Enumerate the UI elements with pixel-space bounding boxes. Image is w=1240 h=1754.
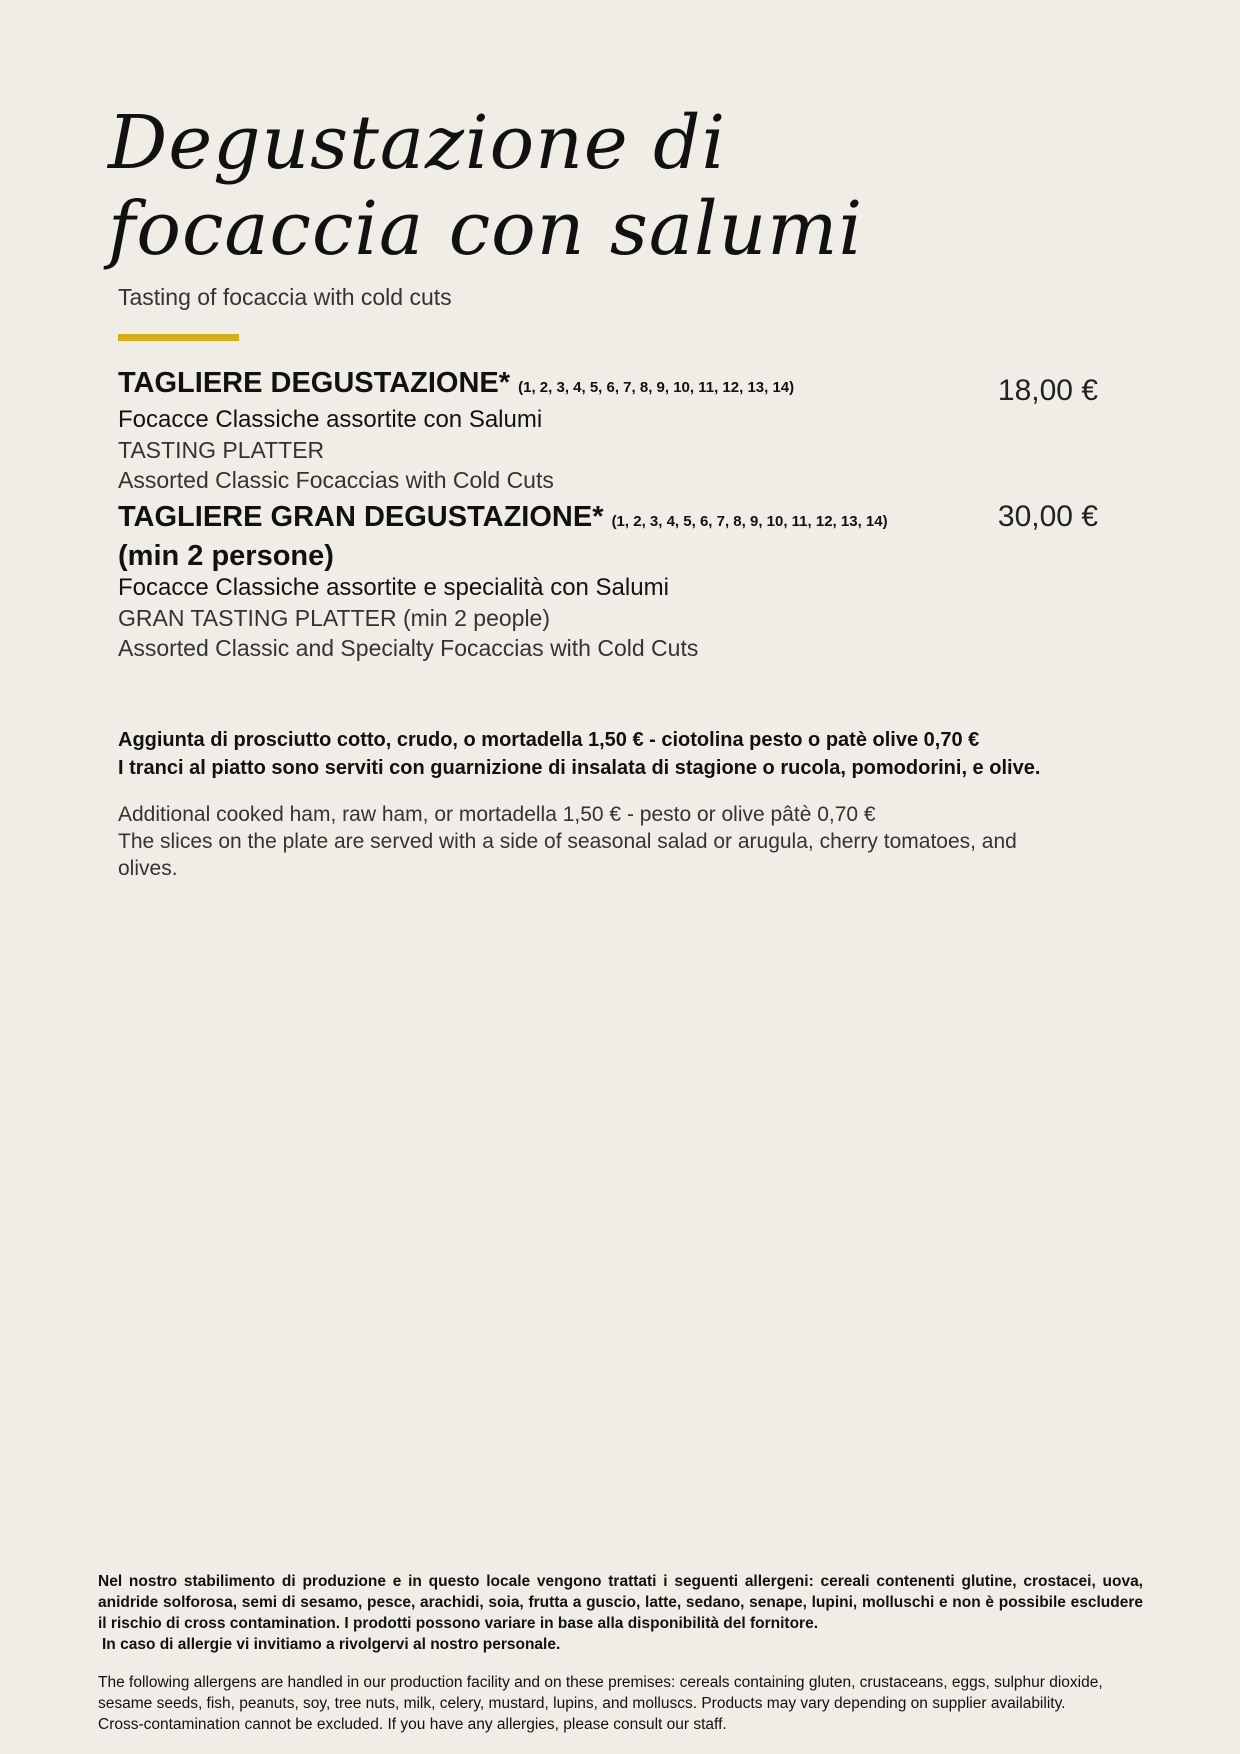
extras-line: Aggiunta di prosciutto cotto, crudo, o mortadella 1,50 € - ciotolina pesto o patè olive 0,70 € <box>118 729 980 751</box>
item-price: 18,00 € <box>997 374 1098 407</box>
title-line-2: focaccia con salumi <box>108 186 864 272</box>
extras-line: Additional cooked ham, raw ham, or mortadella 1,50 € - pesto or olive pâtè 0,70 € <box>118 803 876 826</box>
item-desc-en: Assorted Classic Focaccias with Cold Cuts <box>118 467 554 493</box>
garnish-line: The slices on the plate are served with a side of seasonal salad or arugula, cherry tomatoes, and olives. <box>118 830 1017 880</box>
title-line-1: Degustazione di <box>108 100 727 186</box>
item-name-it: Focacce Classiche assortite con Salumi <box>118 406 543 433</box>
item-name-en: GRAN TASTING PLATTER (min 2 people) <box>118 605 551 631</box>
page-subtitle: Tasting of focaccia with cold cuts <box>118 284 452 310</box>
disclaimer-text: Nel nostro stabilimento di produzione e in questo locale vengono trattati i seguenti allergeni: cereali contenenti glutine, crostacei, uova, anidride solforosa, semi di sesamo, pesce, arachidi, soia, frutta a guscio, latte, sedano, senape, lupini, molluschi e non è possibile escludere il rischio di cross contamination. I prodotti possono variare in base alla disponibilità del fornitore. <box>98 1573 1143 1632</box>
item-price: 30,00 € <box>997 500 1098 533</box>
item-allergens: (1, 2, 3, 4, 5, 6, 7, 8, 9, 10, 11, 12, 13, 14) <box>518 379 795 396</box>
allergen-disclaimer-en <box>98 1672 1143 1735</box>
allergen-disclaimer-it <box>98 1571 1143 1655</box>
item-title: TAGLIERE GRAN DEGUSTAZIONE* <box>118 501 604 533</box>
item-title-cont: (min 2 persone) <box>118 540 334 572</box>
garnish-line: I tranci al piatto sono serviti con guarnizione di insalata di stagione o rucola, pomodorini, e olive. <box>118 757 1041 779</box>
extras-note-en <box>118 801 1048 882</box>
item-title: TAGLIERE DEGUSTAZIONE* <box>118 367 511 399</box>
item-title-row <box>118 500 1118 539</box>
disclaimer-contact: Cross-contamination cannot be excluded. If you have any allergies, please consult our staff. <box>98 1716 727 1733</box>
menu-item <box>118 500 1118 663</box>
disclaimer-text: The following allergens are handled in our production facility and on these premises: cereals containing gluten, crustaceans, eggs, sulphur dioxide, sesame seeds, fish, peanuts, soy, tree nuts, milk, celery, mustard, lupins, and molluscs. Products may vary depending on supplier availability. <box>98 1674 1103 1712</box>
extras-note-it <box>118 726 1078 782</box>
disclaimer-contact: In caso di allergie vi invitiamo a rivolgervi al nostro personale. <box>102 1636 561 1653</box>
item-allergens: (1, 2, 3, 4, 5, 6, 7, 8, 9, 10, 11, 12, 13, 14) <box>611 513 888 530</box>
item-name-en: TASTING PLATTER <box>118 437 325 463</box>
accent-divider <box>118 334 239 341</box>
item-desc-en: Assorted Classic and Specialty Focaccias with Cold Cuts <box>118 635 699 661</box>
item-name-it: Focacce Classiche assortite e specialità con Salumi <box>118 574 669 601</box>
page-title <box>108 100 863 272</box>
item-title-row <box>118 366 1118 405</box>
menu-item <box>118 366 1118 495</box>
